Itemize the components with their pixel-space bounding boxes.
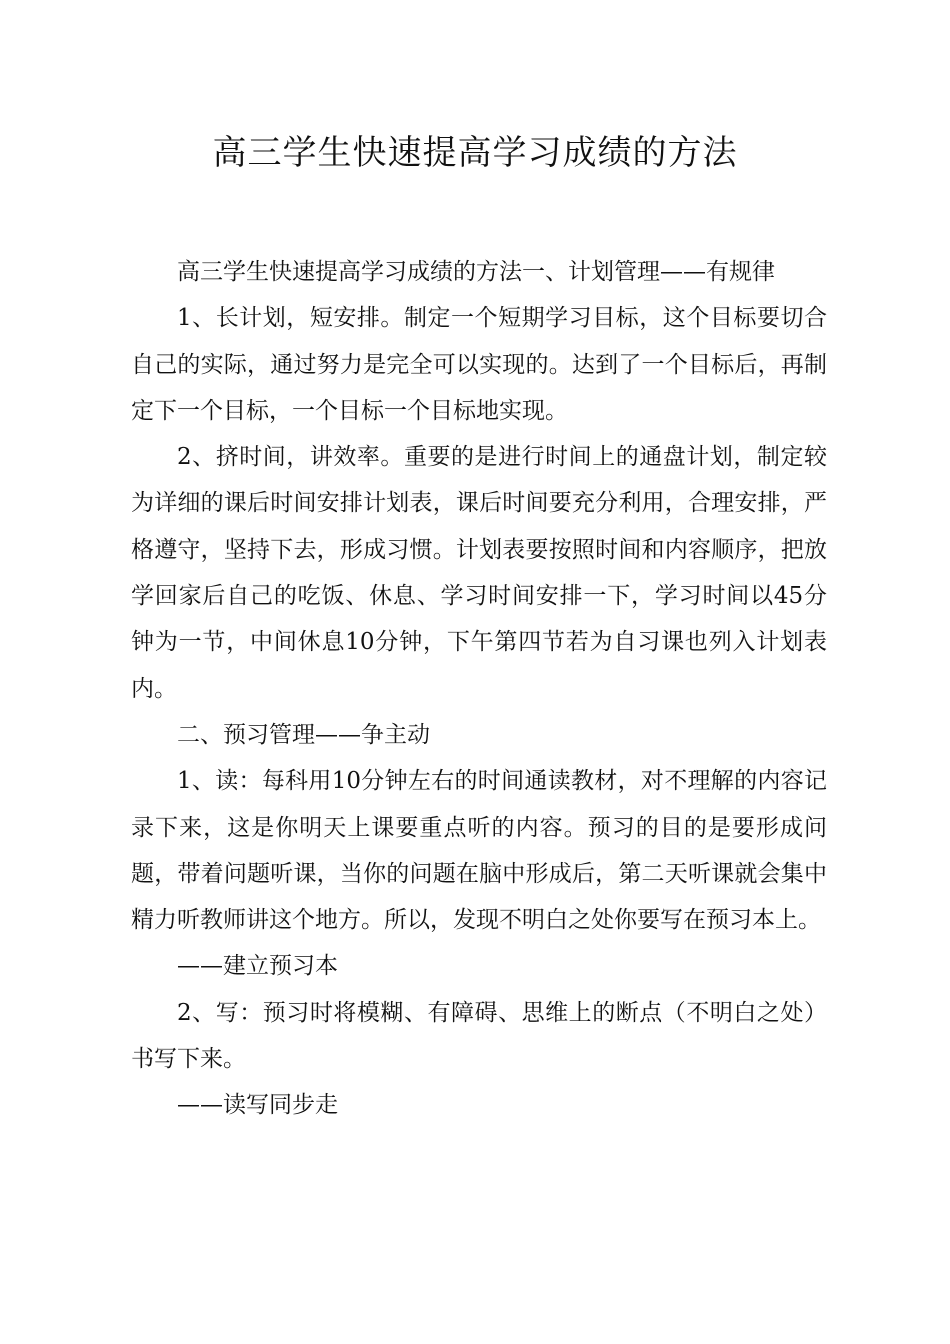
paragraph-write: 2、写：预习时将模糊、有障碍、思维上的断点（不明白之处）书写下来。: [131, 999, 827, 1073]
section-heading-preview: 二、预习管理——争主动: [177, 721, 430, 748]
paragraph-read-write: ——读写同步走: [177, 1092, 338, 1119]
paragraph-intro: 高三学生快速提高学习成绩的方法一、计划管理——有规律: [177, 259, 775, 285]
paragraph-read: 1、读：每科用10分钟左右的时间通读教材，对不理解的内容记录下来，这是你明天上课要重点听的内容。预习的目的是要形成问题，带着问题听课，当你的问题在脑中形成后，第二天听课就会集中精力听教师讲这个地方。所以，发现不明白之处你要写在预习本上。: [131, 768, 827, 934]
paragraph-preview-notebook: ——建立预习本: [177, 953, 338, 980]
document-body: [131, 249, 827, 1129]
paragraph-long-plan: 1、长计划，短安排。制定一个短期学习目标，这个目标要切合自己的实际，通过努力是完全可以实现的。达到了一个目标后，再制定下一个目标，一个目标一个目标地实现。: [131, 305, 827, 424]
document-title: 高三学生快速提高学习成绩的方法: [212, 133, 738, 173]
paragraph-time-efficiency: 2、挤时间，讲效率。重要的是进行时间上的通盘计划，制定较为详细的课后时间安排计划表，课后时间要充分利用，合理安排，严格遵守，坚持下去，形成习惯。计划表要按照时间和内容顺序，把放学回家后自己的吃饭、休息、学习时间安排一下，学习时间以45分钟为一节，中间休息10分钟，下午第四节若为自习课也列入计划表内。: [131, 444, 827, 702]
